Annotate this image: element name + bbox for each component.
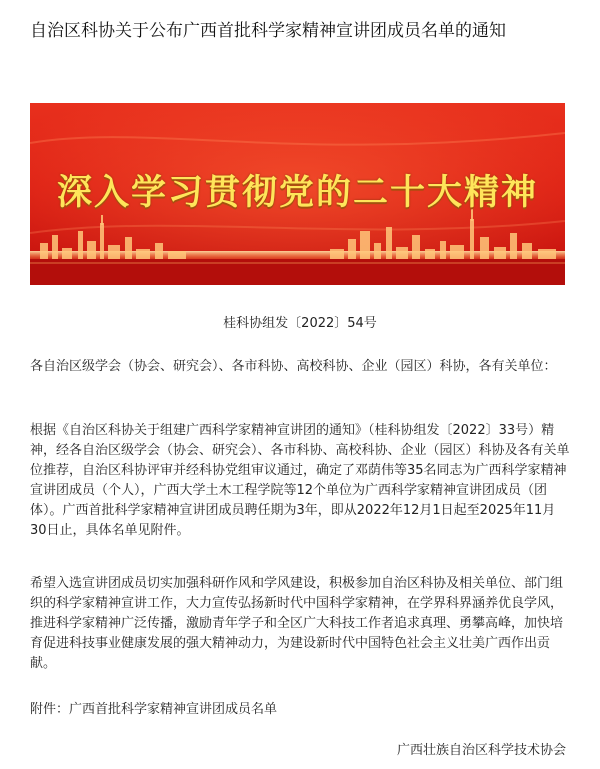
- attachment-line: 附件：广西首批科学家精神宣讲团成员名单: [30, 702, 278, 717]
- body-paragraph-2: 希望入选宣讲团成员切实加强科研作风和学风建设，积极参加自治区科协及相关单位、部门组织的科学家精神宣讲工作，大力宣传弘扬新时代中国科学家精神，在学界科界涵养优良学风，推进科学家精神广泛传播，激励青年学子和全区广大科技工作者追求真理、勇攀高峰，加快培育促进科技事业健康发展的强大精神动力，为建设新时代中国特色社会主义壮美广西作出贡献。: [30, 576, 564, 671]
- body-paragraph-1: 根据《自治区科协关于组建广西科学家精神宣讲团的通知》（桂科协组发〔2022〕33号）精神，经各自治区级学会（协会、研究会）、各市科协、高校科协、企业（园区）科协及各有关单位推荐，自治区科协评审并经科协党组审议通过，确定了邓荫伟等35名同志为广西科学家精神宣讲团成员（个人），广西大学土木工程学院等12个单位为广西科学家精神宣讲团成员（团体）。广西首批科学家精神宣讲团成员聘任期为3年，即从2022年12月1日起至2025年11月30日止，具体名单见附件。: [30, 423, 570, 538]
- salutation: 各自治区级学会（协会、研究会）、各市科协、高校科协、企业（园区）科协，各有关单位：: [30, 359, 557, 374]
- signer-organization: 广西壮族自治区科学技术协会: [396, 743, 566, 758]
- banner-slogan: 深入学习贯彻党的二十大精神: [56, 173, 538, 213]
- banner-image: [30, 103, 565, 285]
- document-number: 桂科协组发〔2022〕54号: [223, 316, 377, 331]
- notice-title: 自治区科协关于公布广西首批科学家精神宣讲团成员名单的通知: [30, 21, 506, 41]
